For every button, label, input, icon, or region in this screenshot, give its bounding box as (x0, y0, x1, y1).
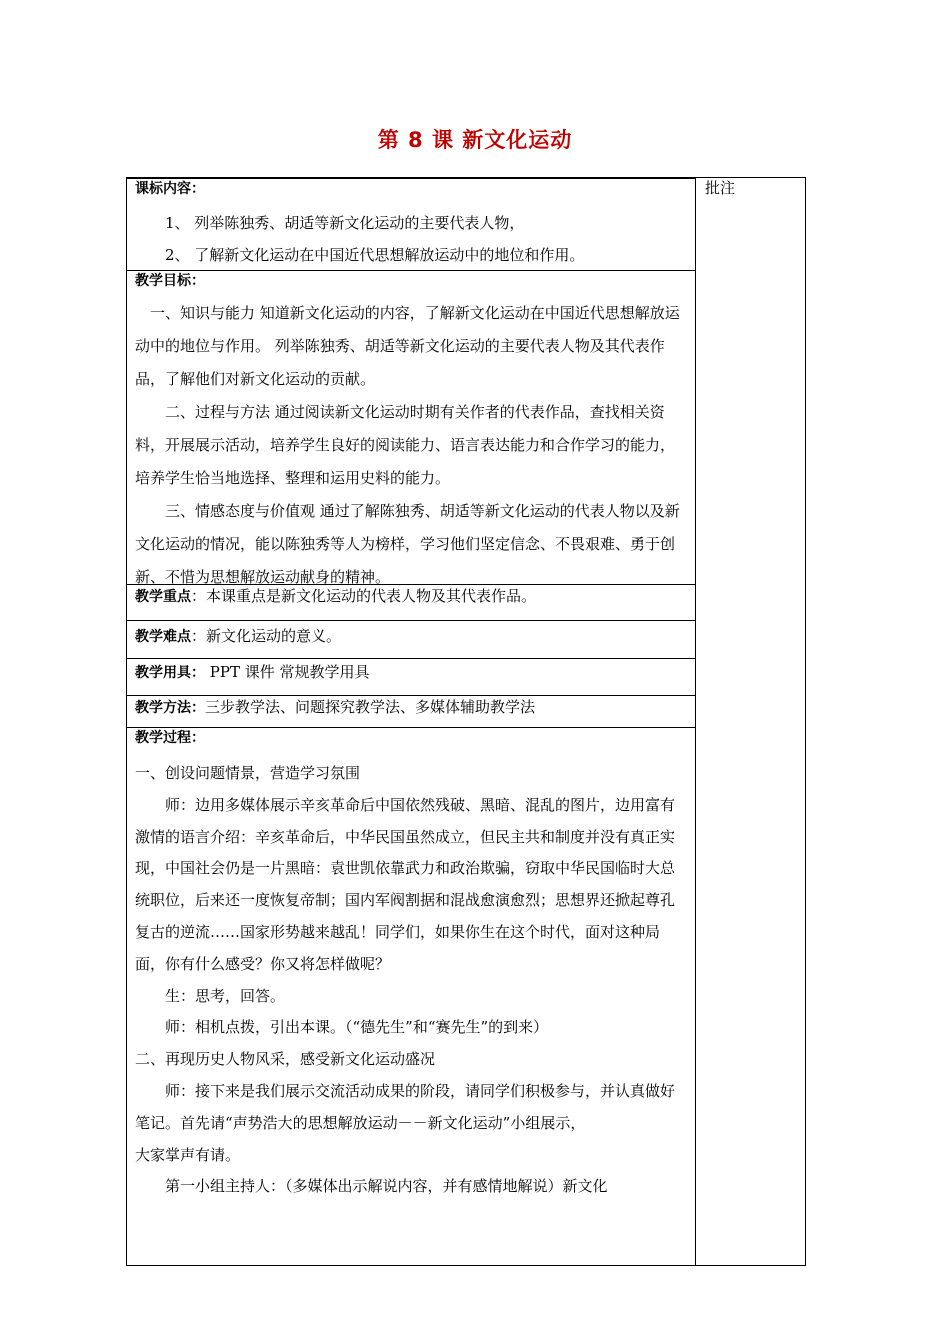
process-paragraph: 师：接下来是我们展示交流活动成果的阶段，请同学们积极参与，并认真做好笔记。首先请“声势浩大的思想解放运动－－新文化运动”小组展示， (135, 1081, 676, 1132)
objective-values: 三、情感态度与价值观 通过了解陈独秀、胡适等新文化运动的代表人物以及新文化运动的情况，能以陈独秀等人为榜样，学习他们坚定信念、不畏艰难、勇于创新、不惜为思想解放运动献身的精神。 (135, 502, 680, 586)
process-section-1: 一、创设问题情景，营造学习氛围 (135, 764, 361, 782)
difficulty-text: ：新文化运动的意义。 (191, 627, 342, 645)
objective-knowledge: 一、知识与能力 知道新文化运动的内容，了解新文化运动在中国近代思想解放运动中的地位与作用。 列举陈独秀、胡适等新文化运动的主要代表人物及其代表作品，了解他们对新文化运动的贡献。 (135, 304, 680, 388)
tools-text: PPT 课件 常规教学用具 (205, 663, 370, 681)
key-point-heading: 教学重点 (135, 589, 191, 605)
process-paragraph: 师：边用多媒体展示辛亥革命后中国依然残破、黑暗、混乱的图片，边用富有激情的语言介绍：辛亥革命后，中华民国虽然成立，但民主共和制度并没有真正实现，中国社会仍是一片黑暗：袁世凯依靠武力和政治欺骗，窃取中华民国临时大总统职位，后来还一度恢复帝制；国内军阀割据和混战愈演愈烈；思想界还掀起尊孔复古的逆流……国家形势越来越乱！同学们，如果你生在这个时代，面对这种局面，你有什么感受？你又将怎样做呢？ (135, 795, 676, 973)
lesson-plan-table (126, 177, 806, 1266)
key-point-text: ：本课重点是新文化运动的代表人物及其代表作品。 (191, 587, 537, 605)
tools-heading: 教学用具： (135, 665, 205, 681)
page-title: 第 8 课 新文化运动 (377, 128, 573, 152)
process-section-2: 二、再现历史人物风采，感受新文化运动盛况 (135, 1050, 436, 1069)
process-row (127, 727, 695, 1266)
key-point-row (127, 584, 695, 620)
process-paragraph: 第一小组主持人：（多媒体出示解说内容，并有感情地解说）新文化 (165, 1177, 608, 1196)
objectives-heading: 教学目标： (135, 273, 205, 289)
methods-heading: 教学方法： (135, 700, 205, 716)
standards-item: 2、 了解新文化运动在中国近代思想解放运动中的地位和作用。 (165, 246, 585, 264)
difficulty-row (127, 620, 695, 658)
methods-text: 三步教学法、问题探究教学法、多媒体辅助教学法 (205, 698, 536, 716)
process-paragraph: 大家掌声有请。 (135, 1145, 241, 1164)
process-paragraph: 生：思考，回答。 (165, 986, 286, 1005)
process-heading: 教学过程： (135, 730, 205, 746)
standards-row (127, 178, 695, 271)
standards-item: 1、 列举陈独秀、胡适等新文化运动的主要代表人物， (165, 214, 525, 232)
standards-heading: 课标内容： (135, 181, 205, 197)
objective-process: 二、过程与方法 通过阅读新文化运动时期有关作者的代表作品，查找相关资料，开展展示活动，培养学生良好的阅读能力、语言表达能力和合作学习的能力，培养学生恰当地选择、整理和运用史料的能力。 (135, 403, 676, 487)
process-paragraph: 师：相机点拨，引出本课。（“德先生”和“赛先生”的到来） (165, 1018, 549, 1037)
tools-row (127, 658, 695, 695)
difficulty-heading: 教学难点 (135, 629, 191, 645)
methods-row (127, 695, 695, 727)
column-divider (695, 178, 696, 1265)
annotation-column-label: 批注 (705, 179, 736, 197)
objectives-row (127, 270, 695, 584)
